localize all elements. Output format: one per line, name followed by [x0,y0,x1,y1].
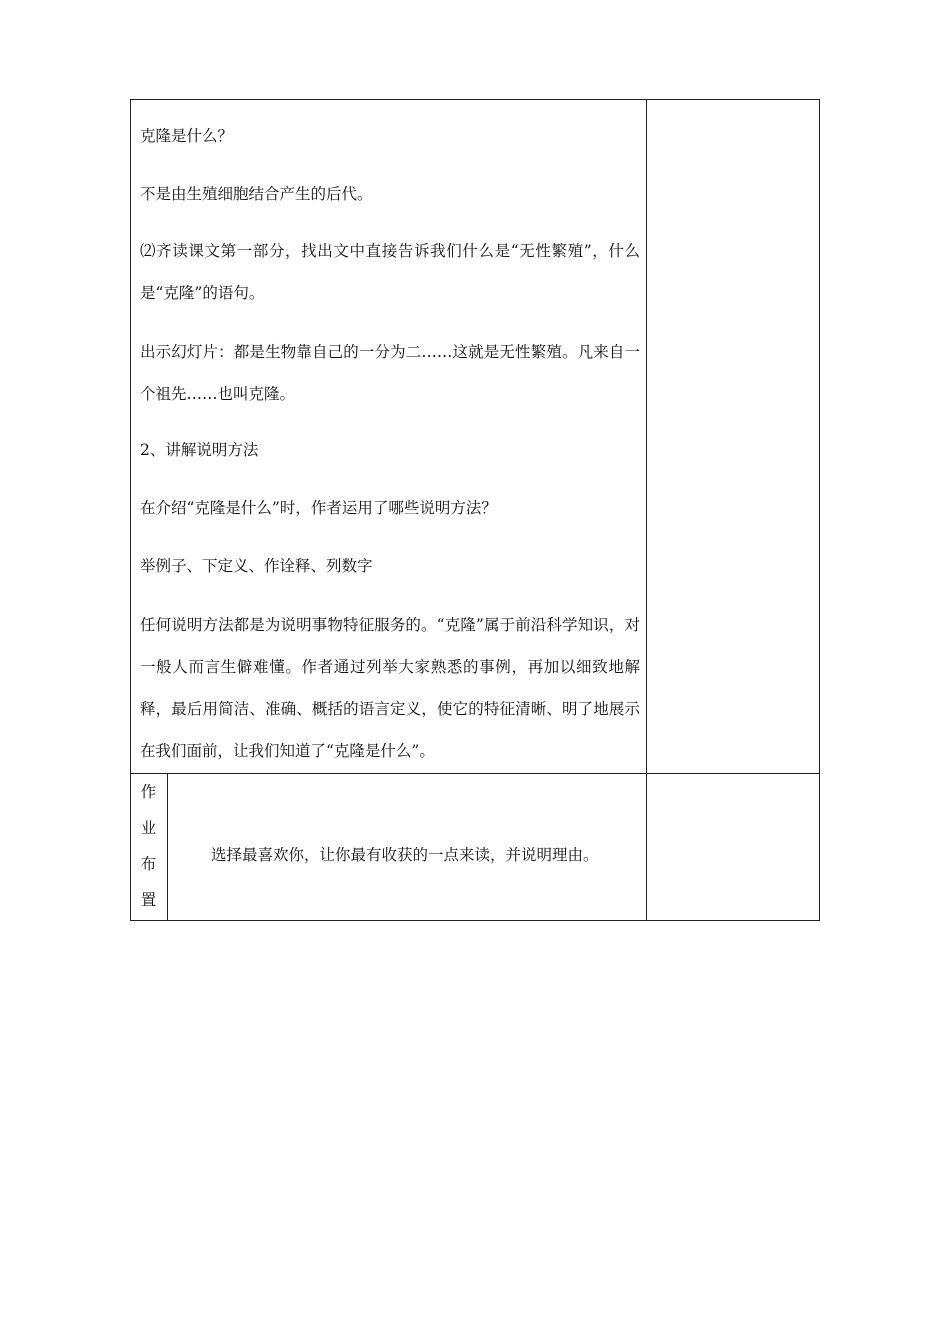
column-divider [646,99,647,921]
paragraph-methods-question: 在介绍“克隆是什么”时，作者运用了哪些说明方法？ [140,499,497,517]
paragraph-methods-list: 举例子、下定义、作诠释、列数字 [140,557,373,575]
table-bottom-border [130,920,820,921]
homework-label-char: 置 [140,891,157,909]
paragraph-reading-task: ⑵齐读课文第一部分，找出文中直接告诉我们什么是“无性繁殖”，什么是“克隆”的语句。 [140,242,640,302]
paragraph-slide: 出示幻灯片：都是生物靠自己的一分为二……这就是无性繁殖。凡来自一个祖先……也叫克隆。 [140,343,640,403]
table-right-border [819,99,820,921]
paragraph-question: 克隆是什么？ [140,127,234,145]
homework-text: 选择最喜欢你，让你最有收获的一点来读，并说明理由。 [211,846,599,864]
homework-label-char: 布 [140,855,157,873]
paragraph-answer: 不是由生殖细胞结合产生的后代。 [140,185,373,203]
table-top-border [130,99,820,100]
row-divider [130,773,820,774]
homework-label-char: 作 [140,783,157,801]
section-heading-methods: 2、讲解说明方法 [140,441,259,459]
paragraph-methods-explanation: 任何说明方法都是为说明事物特征服务的。“克隆”属于前沿科学知识，对一般人而言生僻难懂。作者通过列举大家熟悉的事例，再加以细致地解释，最后用简洁、准确、概括的语言定义，使它的特征清晰、明了地展示在我们面前，让我们知道了“克隆是什么”。 [140,616,640,760]
homework-label-char: 业 [140,819,157,837]
homework-label [130,774,167,920]
lesson-table [130,99,820,921]
label-column-divider [167,773,168,921]
